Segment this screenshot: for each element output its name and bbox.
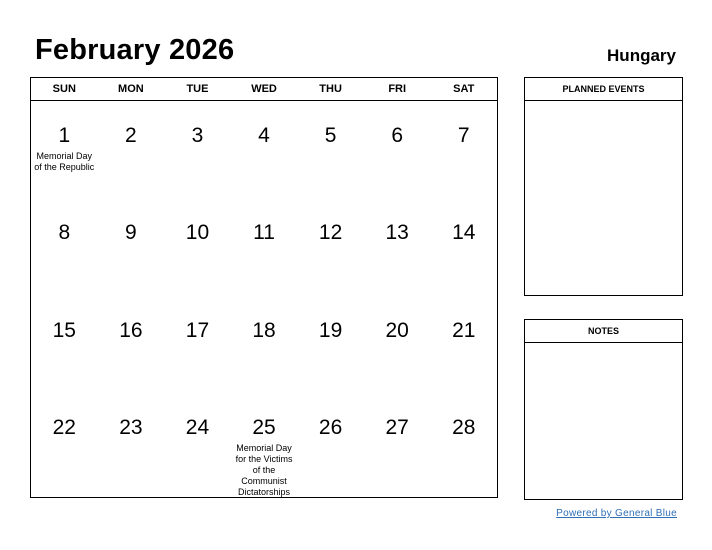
day-cell [364,296,431,393]
day-cell [430,198,497,295]
day-number: 23 [119,415,143,439]
day-cell [297,101,364,198]
day-cell [164,296,231,393]
day-cell [31,101,98,198]
day-cell [164,393,231,498]
day-number: 13 [385,221,409,245]
day-cell [231,393,298,498]
day-number: 8 [58,221,71,245]
day-number: 28 [452,415,476,439]
planned-events-panel [524,77,683,296]
day-number: 22 [52,415,76,439]
day-of-week-sat: SAT [453,83,475,95]
day-number: 2 [125,124,137,147]
day-cell [430,296,497,393]
holiday-label: Memorial Day of the Republic [34,151,95,172]
day-cell [164,101,231,198]
day-cell [430,393,497,498]
day-cell [231,101,298,198]
day-number: 7 [457,124,470,147]
day-number: 27 [385,415,409,439]
notes-panel [524,319,683,500]
day-cell [364,101,431,198]
day-cell [31,296,98,393]
planned-events-header: PLANNED EVENTS [525,78,682,101]
calendar-week [31,296,497,393]
day-number: 21 [452,318,476,342]
calendar-grid [30,77,498,498]
day-of-week-header [31,78,497,101]
day-number: 15 [52,318,76,342]
day-cell [98,198,165,295]
day-number: 11 [253,221,275,245]
day-cell [164,198,231,295]
day-cell [297,393,364,498]
notes-header: NOTES [525,320,682,343]
day-number: 14 [452,221,476,245]
day-cell [231,296,298,393]
day-cell [297,198,364,295]
day-number: 6 [391,124,404,147]
day-number: 3 [191,124,204,147]
calendar-weeks [31,101,497,498]
calendar-week [31,198,497,295]
day-of-week-thu: THU [319,83,342,95]
day-of-week-sun: SUN [52,83,76,95]
calendar-week [31,393,497,498]
day-cell [31,393,98,498]
day-number: 1 [58,124,71,147]
day-cell [98,296,165,393]
day-number: 17 [185,318,210,342]
day-cell [98,101,165,198]
country-label: Hungary [607,46,676,65]
day-number: 9 [125,221,137,245]
powered-by-link[interactable]: Powered by General Blue [556,508,677,519]
day-cell [297,296,364,393]
day-number: 19 [318,318,343,342]
day-number: 4 [258,124,270,147]
day-number: 10 [185,221,210,245]
day-number: 12 [318,221,343,245]
day-number: 18 [252,318,276,342]
day-cell [31,198,98,295]
day-cell [364,393,431,498]
day-number: 25 [252,415,276,439]
day-number: 5 [324,124,337,147]
day-cell [364,198,431,295]
day-cell [430,101,497,198]
day-of-week-wed: WED [251,83,277,95]
page-title: February 2026 [35,34,235,66]
day-number: 16 [119,318,143,342]
day-of-week-mon: MON [118,83,144,95]
day-number: 24 [185,415,210,439]
day-cell [231,198,298,295]
holiday-label: Memorial Day for the Victims of the Communist Dictatorships [235,442,293,497]
day-number: 26 [318,415,343,439]
day-number: 20 [385,318,409,342]
day-of-week-tue: TUE [186,83,209,95]
day-cell [98,393,165,498]
day-of-week-fri: FRI [388,83,407,95]
calendar-week [31,101,497,198]
